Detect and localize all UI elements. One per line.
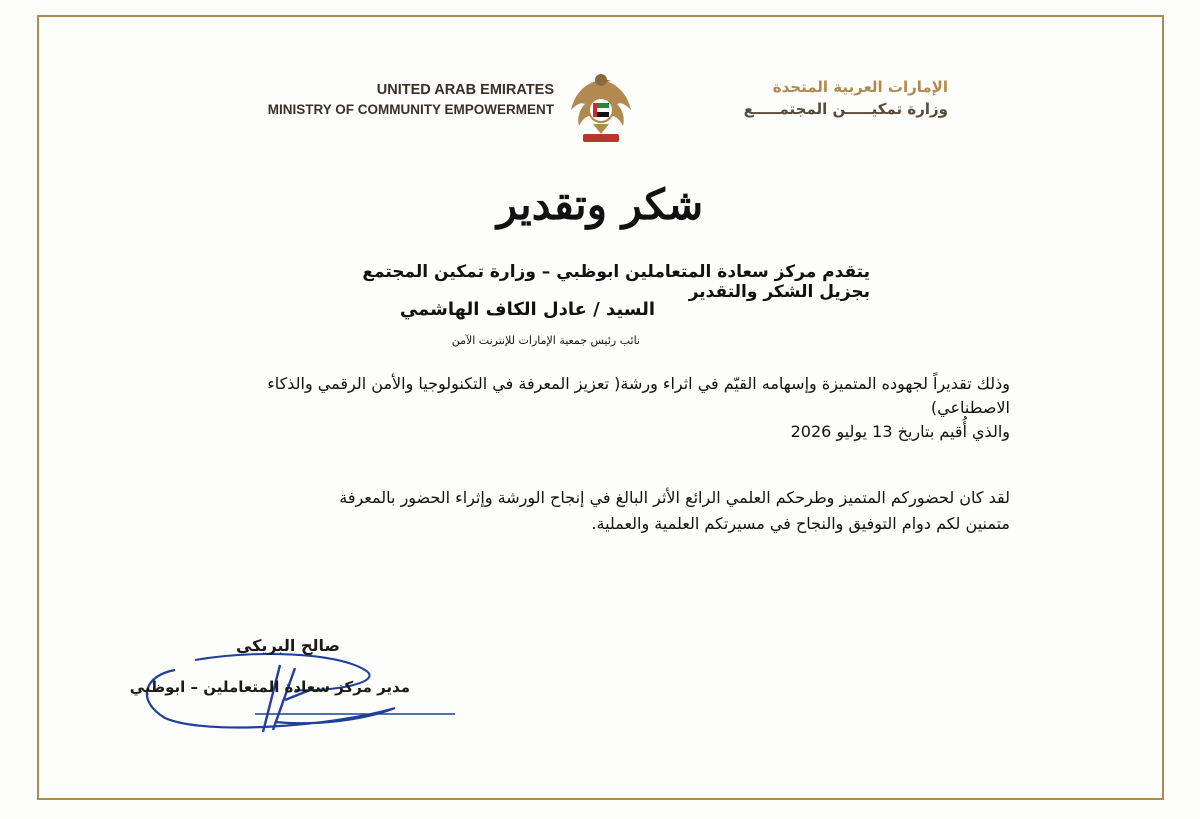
certificate-title: شكر وتقدير <box>496 180 704 229</box>
closing-paragraph <box>250 485 1010 537</box>
english-country-name: UNITED ARAB EMIRATES <box>376 82 554 98</box>
uae-eagle-emblem-icon <box>567 70 635 146</box>
closing-line-2: متمنين لكم دوام التوفيق والنجاح في مسيرتكم العلمية والعملية. <box>591 514 1010 533</box>
appreciation-paragraph <box>190 372 1010 444</box>
english-ministry-name: MINISTRY OF COMMUNITY EMPOWERMENT <box>267 102 554 117</box>
signatory-title: مدير مركز سعادة المتعاملين – ابوظبي <box>129 678 410 696</box>
english-heading <box>268 80 554 120</box>
appreciation-line-1: وذلك تقديراً لجهوده المتميزة وإسهامه القيّم في اثراء ورشة( تعزيز المعرفة في التكنولوجيا والأمن الرقمي والذكاء الاصطناعي) <box>267 374 1010 417</box>
arabic-country-name: الإمارات العربية المتحدة <box>772 78 948 96</box>
intro-line: يتقدم مركز سعادة المتعاملين ابوظبي – وزارة تمكين المجتمع بجزيل الشكر والتقدير <box>362 262 870 302</box>
honoree-name: السيد / عادل الكاف الهاشمي <box>399 299 655 320</box>
arabic-ministry-name: وزارة تمكيـــــن المجتمـــــع <box>743 100 948 118</box>
appreciation-line-2: والذي أُقيم بتاريخ 13 يوليو 2026 <box>790 422 1010 441</box>
arabic-heading <box>648 76 948 120</box>
closing-line-1: لقد كان لحضوركم المتميز وطرحكم العلمي الرائع الأثر البالغ في إنجاح الورشة وإثراء الحضور بالمعرفة <box>339 488 1010 507</box>
signatory-name: صالح البريكي <box>235 636 340 655</box>
honoree-role: نائب رئيس جمعية الإمارات للإنترنت الآمن <box>451 334 640 347</box>
ministry-header <box>0 70 1200 150</box>
